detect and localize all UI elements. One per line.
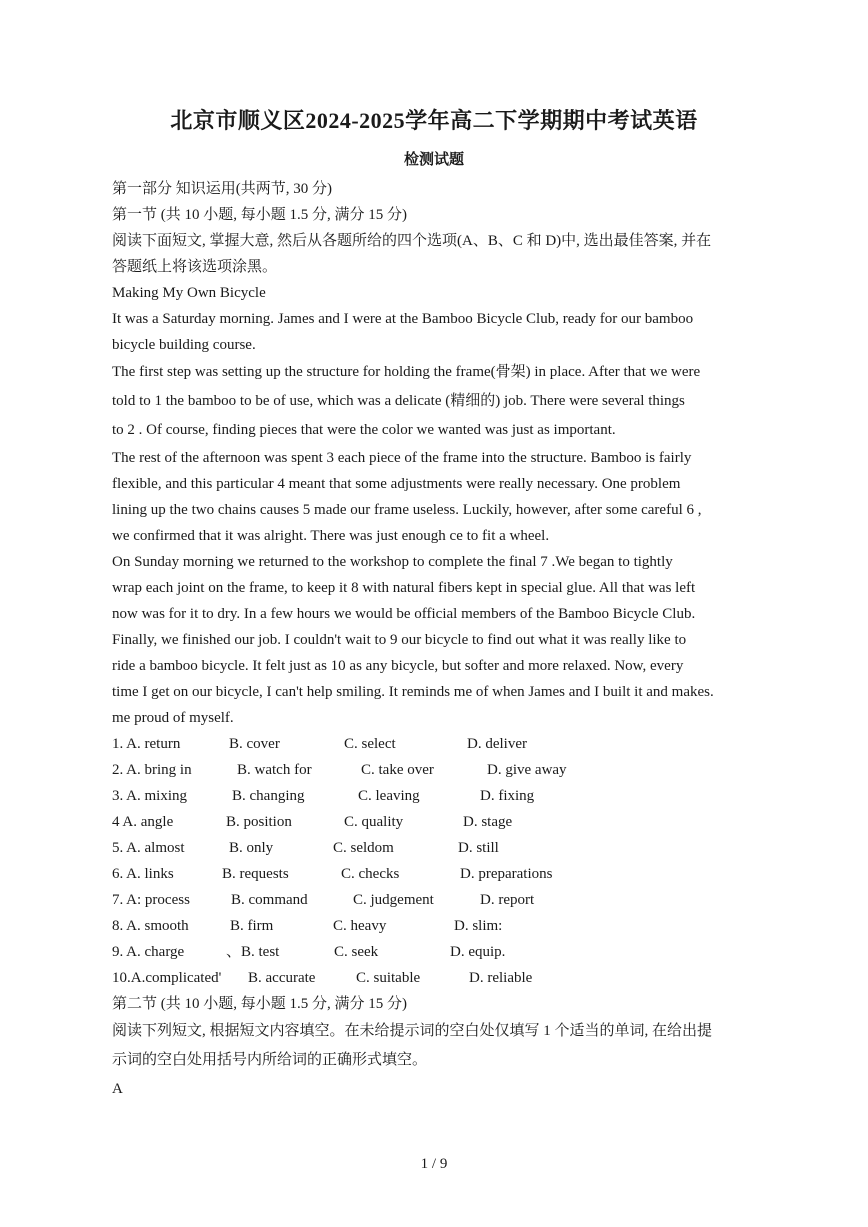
option-row (112, 965, 760, 991)
page-subtitle: 检测试题 (403, 152, 464, 168)
option-b: B. accurate (248, 970, 316, 986)
passage-line: now was for it to dry. In a few hours we would be official members of the Bamboo Bicycle Club. (112, 606, 696, 622)
passage-line: told to 1 the bamboo to be of use, which was a delicate (精细的) job. There were several things (112, 393, 685, 409)
section2-instructions-line: 阅读下列短文, 根据短文内容填空。在未给提示词的空白处仅填写 1 个适当的单词, 在给出提 (112, 1023, 713, 1039)
passage-line: Finally, we finished our job. I couldn't wait to 9 our bicycle to find out what it was really like to (112, 632, 687, 648)
option-a: 5. A. almost (112, 840, 185, 856)
passage-line: lining up the two chains causes 5 made our frame useless. Luckily, however, after some careful 6 , (112, 502, 702, 518)
page-title: 北京市顺义区2024-2025学年高二下学期期中考试英语 (170, 108, 698, 133)
option-row (112, 835, 760, 861)
option-b: B. command (231, 892, 308, 908)
option-a: 8. A. smooth (112, 918, 189, 934)
passage-line: time I get on our bicycle, I can't help smiling. It reminds me of when James and I built it and makes. (112, 684, 714, 700)
option-c: C. leaving (358, 788, 420, 804)
option-b: 、B. test (226, 944, 280, 960)
passage-line: to 2 . Of course, finding pieces that were the color we wanted was just as important. (112, 422, 616, 438)
option-c: C. take over (361, 762, 434, 778)
passage-line: The first step was setting up the structure for holding the frame(骨架) in place. After that we were (112, 364, 701, 380)
option-c: C. seek (334, 944, 379, 960)
option-a: 6. A. links (112, 866, 174, 882)
option-d: D. still (458, 840, 499, 856)
option-b: B. watch for (237, 762, 312, 778)
option-row (112, 809, 760, 835)
section1-instructions-line: 阅读下面短文, 掌握大意, 然后从各题所给的四个选项(A、B、C 和 D)中, 选出最佳答案, 并在 (112, 233, 712, 249)
option-c: C. judgement (353, 892, 434, 908)
option-c: C. suitable (356, 970, 421, 986)
passage-line: It was a Saturday morning. James and I were at the Bamboo Bicycle Club, ready for our bamboo (112, 311, 694, 327)
option-a: 9. A. charge (112, 944, 185, 960)
option-d: D. fixing (480, 788, 535, 804)
option-b: B. firm (230, 918, 274, 934)
options-list (112, 731, 760, 991)
section1-heading: 第一节 (共 10 小题, 每小题 1.5 分, 满分 15 分) (112, 207, 407, 223)
option-c: C. quality (344, 814, 404, 830)
option-a: 4 A. angle (112, 814, 174, 830)
option-row (112, 913, 760, 939)
option-a: 2. A. bring in (112, 762, 192, 778)
option-d: D. reliable (469, 970, 533, 986)
passage-line: bicycle building course. (112, 337, 256, 353)
document-body (112, 176, 760, 1104)
passage-line: The rest of the afternoon was spent 3 each piece of the frame into the structure. Bamboo is fairly (112, 450, 692, 466)
option-row (112, 887, 760, 913)
option-d: D. report (480, 892, 535, 908)
part1-heading: 第一部分 知识运用(共两节, 30 分) (112, 181, 332, 197)
option-row (112, 757, 760, 783)
section2-label: A (112, 1081, 123, 1097)
section2-instructions-line: 示词的空白处用括号内所给词的正确形式填空。 (112, 1052, 428, 1068)
option-b: B. only (229, 840, 274, 856)
option-a: 1. A. return (112, 736, 181, 752)
passage-title: Making My Own Bicycle (112, 285, 266, 301)
section1-instructions-line: 答题纸上将该选项涂黑。 (112, 259, 278, 275)
option-row (112, 939, 760, 965)
option-a: 7. A: process (112, 892, 190, 908)
option-b: B. cover (229, 736, 280, 752)
option-b: B. requests (222, 866, 289, 882)
page-number: 1 / 9 (420, 1156, 448, 1172)
option-b: B. changing (232, 788, 305, 804)
passage-line: wrap each joint on the frame, to keep it 8 with natural fibers kept in special glue. All that was left (112, 580, 696, 596)
option-c: C. checks (341, 866, 400, 882)
option-d: D. deliver (467, 736, 527, 752)
section2-heading: 第二节 (共 10 小题, 每小题 1.5 分, 满分 15 分) (112, 996, 407, 1012)
option-c: C. seldom (333, 840, 394, 856)
option-row (112, 731, 760, 757)
option-a: 10.A.complicated' (112, 970, 222, 986)
passage-line: me proud of myself. (112, 710, 234, 726)
passage-line: ride a bamboo bicycle. It felt just as 10 as any bicycle, but softer and more relaxed. Now, every (112, 658, 684, 674)
option-b: B. position (226, 814, 292, 830)
option-c: C. heavy (333, 918, 387, 934)
option-d: D. preparations (460, 866, 553, 882)
passage-line: flexible, and this particular 4 meant that some adjustments were really necessary. One problem (112, 476, 681, 492)
option-d: D. slim: (454, 918, 503, 934)
option-c: C. select (344, 736, 396, 752)
passage-line: we confirmed that it was alright. There was just enough ce to fit a wheel. (112, 528, 550, 544)
option-row (112, 861, 760, 887)
option-d: D. stage (463, 814, 513, 830)
option-row (112, 783, 760, 809)
passage-line: On Sunday morning we returned to the workshop to complete the final 7 .We began to tightly (112, 554, 673, 570)
option-a: 3. A. mixing (112, 788, 188, 804)
option-d: D. equip. (450, 944, 506, 960)
option-d: D. give away (487, 762, 567, 778)
